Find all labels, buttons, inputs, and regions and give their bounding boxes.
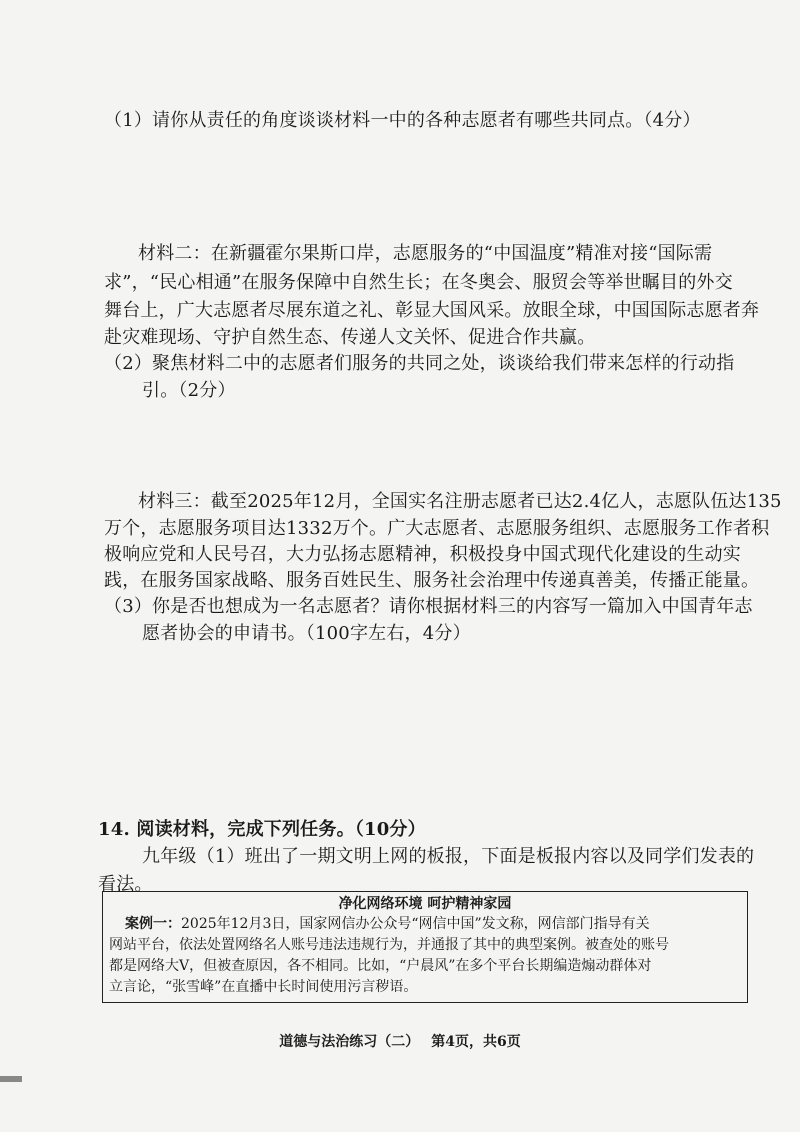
blackboard-content-box xyxy=(102,891,748,1003)
material-3-line-2: 万个，志愿服务项目达1332万个。广大志愿者、志愿服务组织、志愿服务工作者积 xyxy=(104,518,770,539)
footer-page-number: 第4页，共6页 xyxy=(431,1034,521,1050)
page-footer xyxy=(0,1031,800,1051)
material-2-line-2: 求”，“民心相通”在服务保障中自然生长；在冬奥会、服贸会等举世瞩目的外交 xyxy=(104,272,733,293)
case-1-line-3: 都是网络大V，但被查原因，各不相同。比如，“户晨风”在多个平台长期编造煽动群体对 xyxy=(109,958,652,974)
material-2-line-1: 材料二：在新疆霍尔果斯口岸，志愿服务的“中国温度”精准对接“国际需 xyxy=(138,243,713,264)
case-1-text-1: 2025年12月3日，国家网信办公众号“网信中国”发文称，网信部门指导有关 xyxy=(181,916,650,932)
case-label: 案例一： xyxy=(125,916,181,932)
question-2-line-2: 引。（2分） xyxy=(142,380,236,401)
question-14-intro-line-1: 九年级（1）班出了一期文明上网的板报，下面是板报内容以及同学们发表的 xyxy=(142,846,755,867)
case-1-line-2: 网站平台，依法处置网络名人账号违法违规行为，并通报了其中的典型案例。被查处的账号 xyxy=(109,937,669,953)
material-2-line-3: 舞台上，广大志愿者尽展东道之礼、彰显大国风采。放眼全球，中国国际志愿者奔 xyxy=(104,300,760,321)
material-2-line-4: 赴灾难现场、守护自然生态、传递人文关怀、促进合作共赢。 xyxy=(104,327,596,348)
question-1: （1）请你从责任的角度谈谈材料一中的各种志愿者有哪些共同点。（4分） xyxy=(104,110,701,131)
scan-edge-mark xyxy=(0,1076,22,1082)
question-14-intro-line-2: 看法。 xyxy=(98,874,153,895)
case-1-line-1 xyxy=(125,914,650,934)
material-3-line-3: 极响应党和人民号召，大力弘扬志愿精神，积极投身中国式现代化建设的生动实 xyxy=(104,544,741,565)
question-3-line-1: （3）你是否也想成为一名志愿者？请你根据材料三的内容写一篇加入中国青年志 xyxy=(104,596,753,617)
question-3-line-2: 愿者协会的申请书。（100字左右，4分） xyxy=(142,623,471,644)
board-title: 净化网络环境 呵护精神家园 xyxy=(338,896,512,912)
material-3-line-4: 践，在服务国家战略、服务百姓民生、服务社会治理中传递真善美，传播正能量。 xyxy=(104,570,760,591)
question-14-title: 14. 阅读材料，完成下列任务。（10分） xyxy=(98,819,426,840)
case-1-line-4: 立言论，“张雪峰”在直播中长时间使用污言秽语。 xyxy=(109,979,418,995)
footer-title: 道德与法治练习（二） xyxy=(279,1034,420,1050)
material-3-line-1: 材料三：截至2025年12月，全国实名注册志愿者已达2.4亿人，志愿队伍达135 xyxy=(138,491,782,512)
question-2-line-1: （2）聚焦材料二中的志愿者们服务的共同之处，谈谈给我们带来怎样的行动指 xyxy=(104,353,735,374)
